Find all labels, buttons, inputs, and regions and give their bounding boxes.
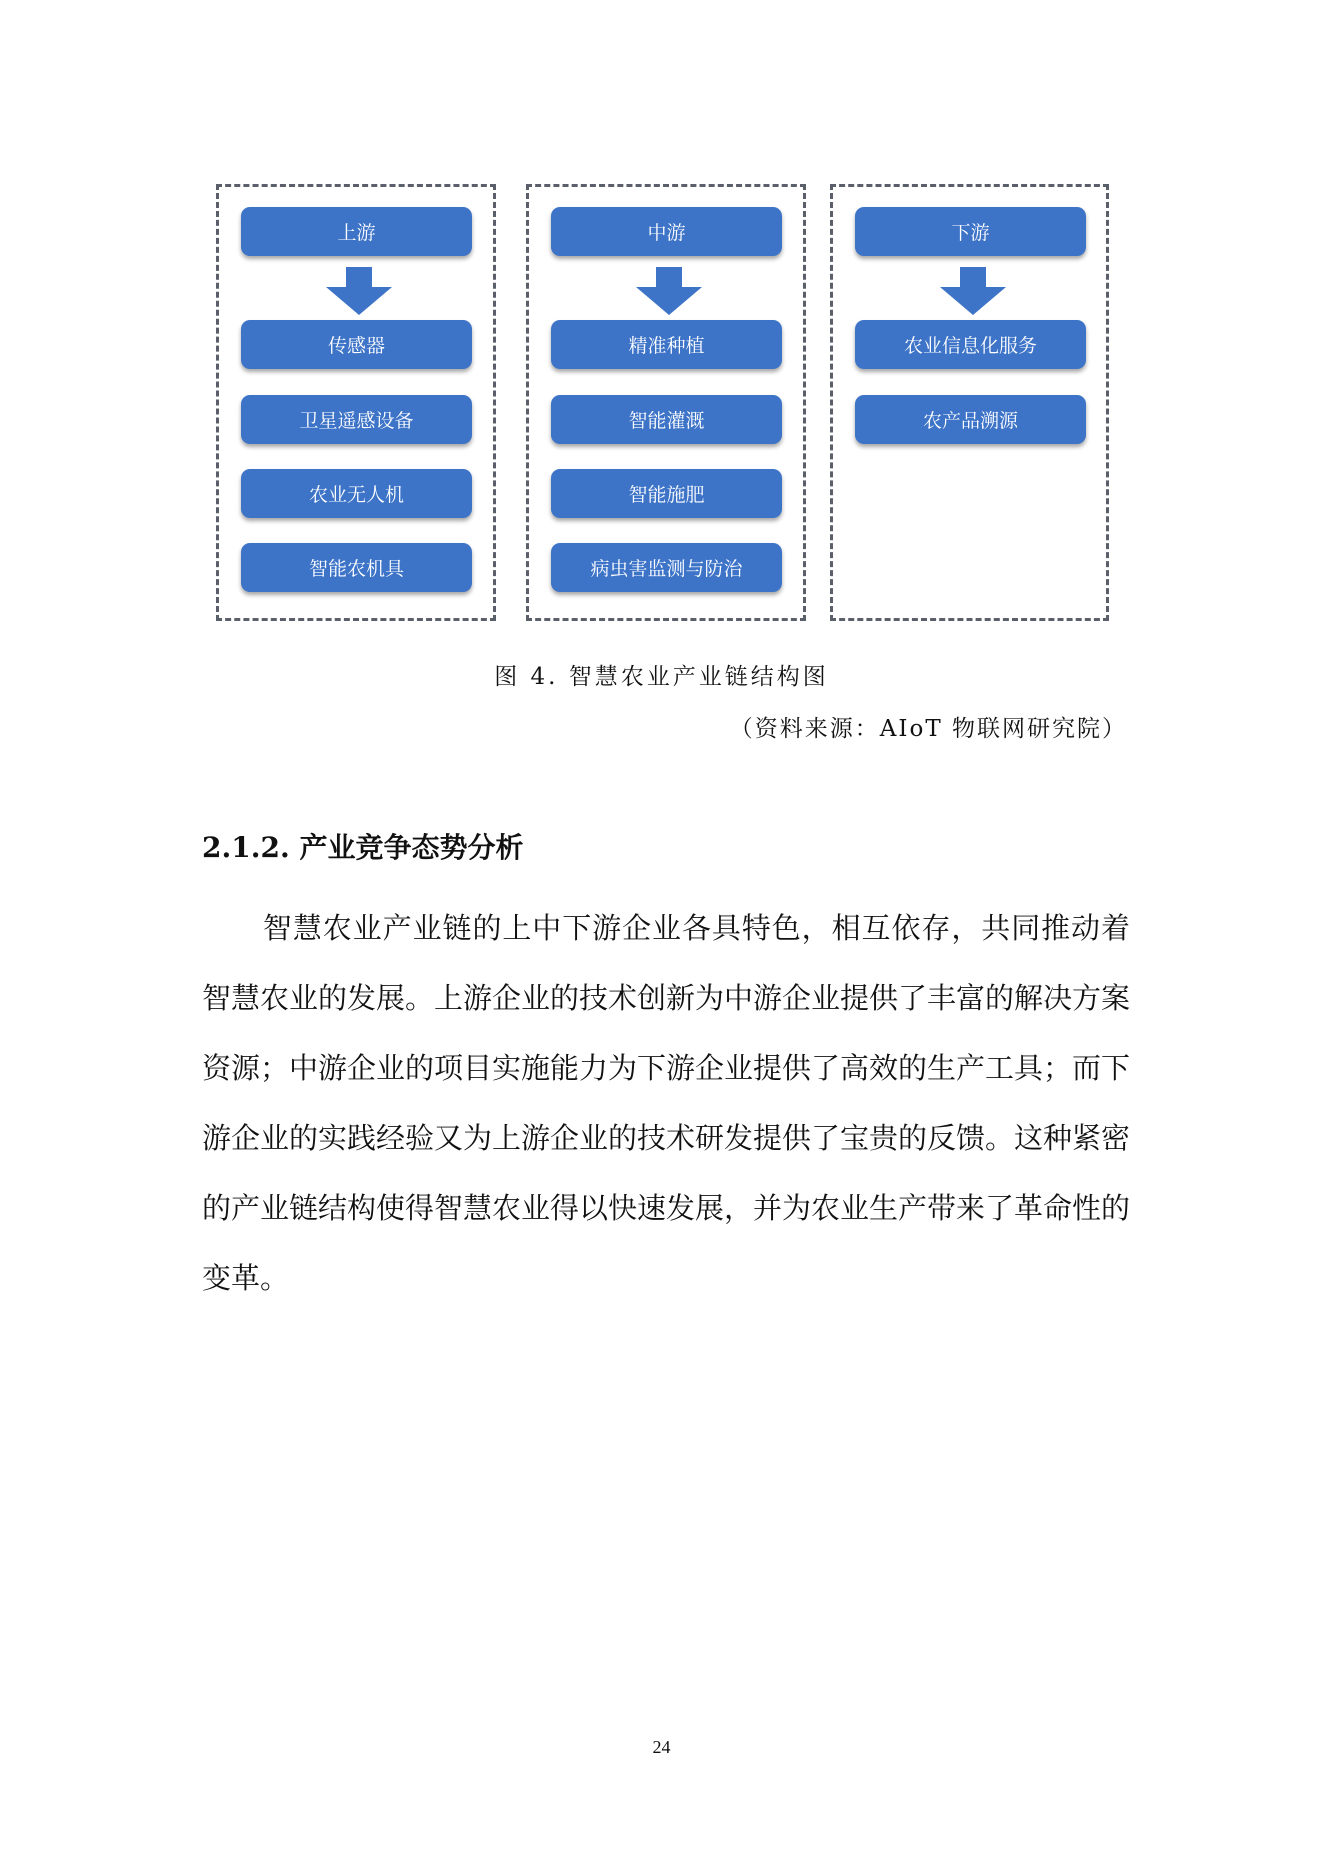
industry-chain-diagram	[0, 0, 1323, 640]
upstream-item: 卫星遥感设备	[241, 395, 472, 444]
midstream-item: 病虫害监测与防治	[551, 543, 782, 592]
section-heading: 2.1.2. 产业竞争态势分析	[202, 831, 524, 864]
figure-source: （资料来源：AIoT 物联网研究院）	[729, 716, 1127, 742]
midstream-column	[526, 184, 806, 621]
upstream-header: 上游	[241, 207, 472, 256]
downstream-item: 农产品溯源	[855, 395, 1086, 444]
down-arrow-icon	[636, 267, 702, 315]
down-arrow-icon	[326, 267, 392, 315]
midstream-item: 智能施肥	[551, 469, 782, 518]
downstream-item: 农业信息化服务	[855, 320, 1086, 369]
downstream-header: 下游	[855, 207, 1086, 256]
upstream-item: 农业无人机	[241, 469, 472, 518]
body-paragraph	[202, 893, 1130, 1313]
page-number: 24	[652, 1737, 671, 1757]
upstream-item: 智能农机具	[241, 543, 472, 592]
midstream-item: 智能灌溉	[551, 395, 782, 444]
downstream-column	[830, 184, 1109, 621]
midstream-header: 中游	[551, 207, 782, 256]
figure-caption: 图 4. 智慧农业产业链结构图	[494, 664, 829, 690]
midstream-item: 精准种植	[551, 320, 782, 369]
paragraph-text: 智慧农业产业链的上中下游企业各具特色，相互依存，共同推动着智慧农业的发展。上游企业的技术创新为中游企业提供了丰富的解决方案资源；中游企业的项目实施能力为下游企业提供了高效的生产工具；而下游企业的实践经验又为上游企业的技术研发提供了宝贵的反馈。这种紧密的产业链结构使得智慧农业得以快速发展，并为农业生产带来了革命性的变革。	[202, 911, 1131, 1295]
upstream-item: 传感器	[241, 320, 472, 369]
down-arrow-icon	[940, 267, 1006, 315]
upstream-column	[216, 184, 496, 621]
